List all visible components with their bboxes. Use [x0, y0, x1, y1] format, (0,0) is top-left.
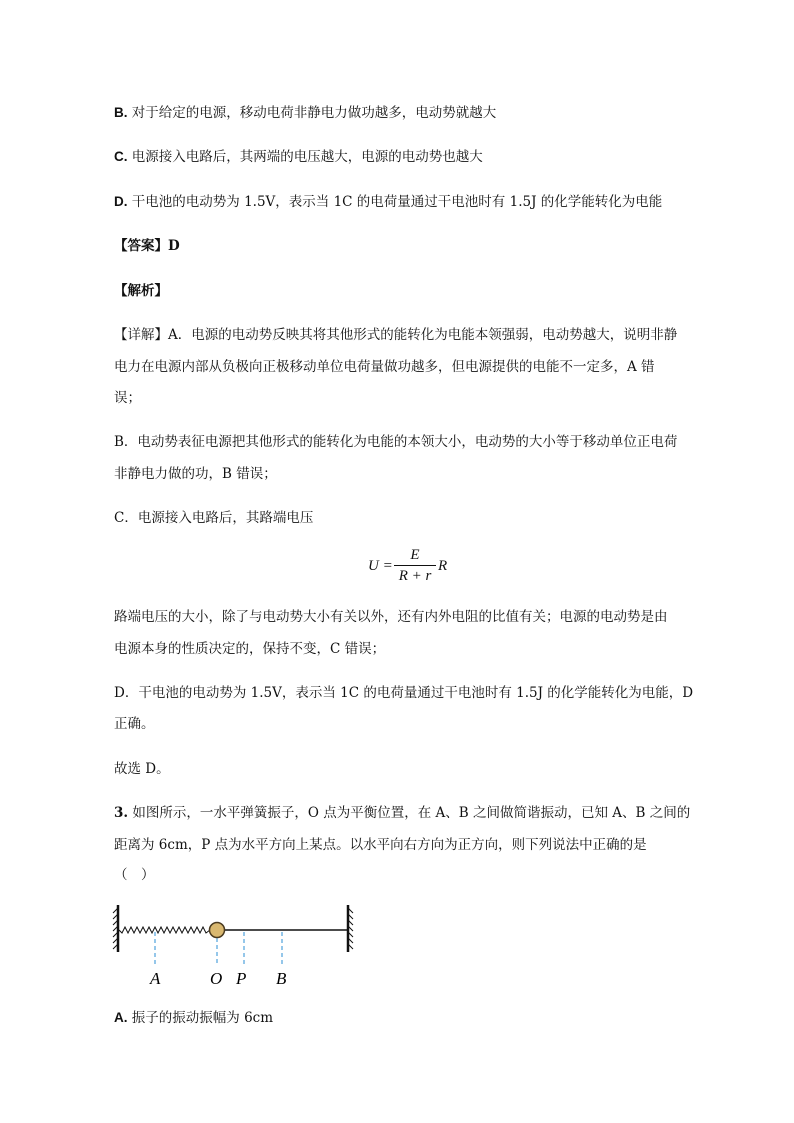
q3-option-a: A. 振子的振动振幅为 6cm: [114, 1010, 274, 1026]
label-p: P: [236, 969, 247, 988]
question3-line2: 距离为 6cm，P 点为水平方向上某点。以水平向右方向为正方向，则下列说法中正确的是: [114, 837, 647, 853]
analysis-title: 【解析】: [114, 283, 168, 299]
right-wall: [348, 905, 353, 952]
detail-a-line2: 电力在电源内部从负极向正极移动单位电荷量做功越多，但电源提供的电能不一定多，A 错: [114, 359, 655, 375]
detail-c-line3: 电源本身的性质决定的，保持不变，C 错误；: [114, 641, 386, 657]
question-number: 3.: [114, 805, 129, 821]
question3-blank: （ ）: [114, 867, 155, 883]
option-c-prev: C. 电源接入电路后，其两端的电压越大，电源的电动势也越大: [114, 149, 483, 165]
spring: [119, 927, 210, 933]
formula-lhs: U =: [368, 558, 393, 574]
oscillator-ball: [210, 923, 225, 938]
detail-d-line1: D．干电池的电动势为 1.5V，表示当 1C 的电荷量通过干电池时有 1.5J 的化学能转化为电能，D: [114, 685, 694, 701]
option-b-prev: B. 对于给定的电源，移动电荷非静电力做功越多，电动势就越大: [114, 105, 497, 121]
answer-line: 【答案】D: [114, 238, 180, 254]
question3-line1: 3. 如图所示，一水平弹簧振子，O 点为平衡位置，在 A、B 之间做简谐振动，已知 A、B 之间的: [114, 805, 691, 821]
detail-d-line2: 正确。: [114, 716, 155, 732]
formula-numerator: E: [410, 547, 420, 563]
option-d-prev: D. 干电池的电动势为 1.5V，表示当 1C 的电荷量通过干电池时有 1.5J 的化学能转化为电能: [114, 194, 663, 210]
fraction-bar: [394, 565, 436, 566]
detail-b-line1: B．电动势表征电源把其他形式的能转化为电能的本领大小，电动势的大小等于移动单位正电荷: [114, 434, 678, 450]
detail-c-line2: 路端电压的大小，除了与电动势大小有关以外，还有内外电阻的比值有关；电源的电动势是由: [114, 609, 668, 625]
conclusion: 故选 D。: [114, 761, 170, 777]
label-a: A: [150, 969, 161, 988]
formula-denominator: R + r: [398, 568, 432, 584]
detail-a-line3: 误；: [114, 390, 141, 406]
label-o: O: [210, 969, 223, 988]
label-b: B: [276, 969, 287, 988]
voltage-formula: [368, 546, 458, 590]
spring-oscillator-diagram: [110, 900, 370, 995]
left-wall: [113, 905, 118, 952]
detail-c-line1: C．电源接入电路后，其路端电压: [114, 510, 314, 526]
detail-a-line1: 【详解】A．电源的电动势反映其将其他形式的能转化为电能本领强弱，电动势越大，说明非静: [114, 327, 678, 343]
formula-tail: R: [438, 558, 448, 574]
detail-b-line2: 非静电力做的功，B 错误；: [114, 466, 277, 482]
formula-fraction: [394, 546, 436, 585]
